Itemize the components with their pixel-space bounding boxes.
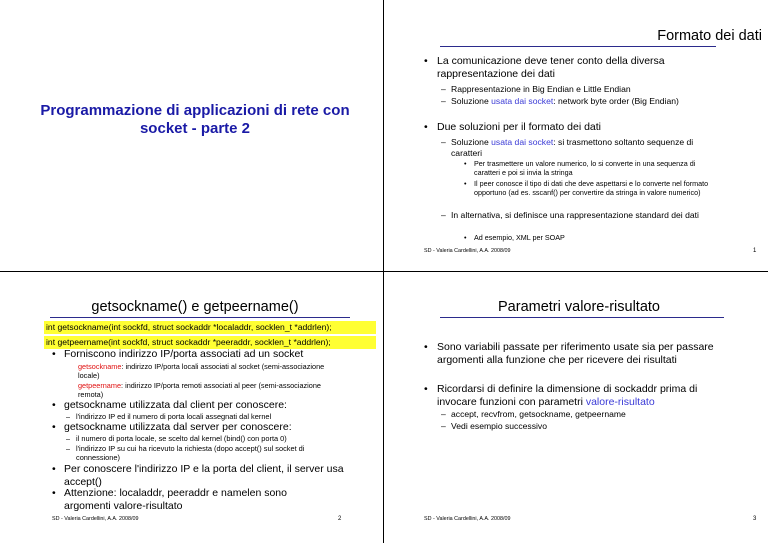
slide3-title: Parametri valore-risultato — [498, 299, 660, 315]
bullet-dot: • — [52, 421, 56, 433]
slide2-getsockname-desc: getsockname: indirizzo IP/porta locali associati al socket (semi-associazione locale) — [78, 362, 325, 380]
bullet-dot: • — [464, 233, 467, 242]
dash: – — [441, 96, 446, 106]
dash: – — [441, 409, 446, 419]
slide1-title: Formato dei dati — [657, 28, 762, 44]
slide1-subsub-1: Per trasmettere un valore numerico, lo si converte in una sequenza di caratteri e poi si invia la stringa — [474, 159, 696, 177]
slide2-sub-2: il numero di porta locale, se scelto dal kernel (bind() con porta 0) — [76, 434, 287, 443]
dash: – — [441, 137, 446, 147]
slide2-bullet-4: Per conoscere l'indirizzo IP e la porta del client, il server usa accept() — [64, 463, 344, 488]
dash: – — [66, 444, 70, 453]
prototype-getpeername: int getpeername(int sockfd, struct sockaddr *peeraddr, socklen_t *addrlen); — [44, 336, 376, 349]
slide1-sub-1: Rappresentazione in Big Endian e Little Endian — [451, 84, 631, 94]
slide0-title: Programmazione di applicazioni di rete con socket - parte 2 — [40, 102, 350, 137]
slide1-sub-3: Soluzione usata dai socket: si trasmettono soltanto sequenze di caratteri — [451, 137, 694, 158]
dash: – — [66, 434, 70, 443]
bullet-dot: • — [52, 348, 56, 360]
slide1-sub-2: Soluzione usata dai socket: network byte order (Big Endian) — [451, 96, 679, 106]
bullet-dot: • — [52, 399, 56, 411]
slide2-title-rule — [50, 317, 350, 318]
slide2-bullet-2: getsockname utilizzata dal client per conoscere: — [64, 399, 287, 411]
slide2-bullet-5: Attenzione: localaddr, peeraddr e namelen sono argomenti valore-risultato — [64, 487, 287, 512]
slide3-sub-2: Vedi esempio successivo — [451, 421, 548, 431]
dash: – — [66, 412, 70, 421]
slide3-sub-1: accept, recvfrom, getsockname, getpeername — [451, 409, 626, 419]
slide1-subsub-2: Il peer conosce il tipo di dati che deve aspettarsi e lo converte nel formato opportuno (ad es. sscanf() per convertire da stringa in valore numerico) — [474, 179, 709, 197]
slide2-sub-3: l'indirizzo IP su cui ha ricevuto la richiesta (dopo accept() sul socket di connessione) — [76, 444, 305, 462]
bullet-dot: • — [52, 487, 56, 499]
prototype-getsockname: int getsockname(int sockfd, struct sockaddr *localaddr, socklen_t *addrlen); — [44, 321, 376, 334]
bullet-dot: • — [52, 463, 56, 475]
slide1-bullet-1: La comunicazione deve tener conto della diversa rappresentazione dei dati — [437, 55, 665, 80]
slide2-page-number: 2 — [338, 516, 342, 522]
slide2-bullet-3: getsockname utilizzata dal server per conoscere: — [64, 421, 292, 433]
slide1-subsub-3: Ad esempio, XML per SOAP — [474, 233, 565, 242]
slide1-page-number: 1 — [753, 248, 757, 254]
bullet-dot: • — [464, 179, 467, 188]
bullet-dot: • — [424, 341, 428, 353]
slide2-footer: SD - Valeria Cardellini, A.A. 2008/09 — [52, 516, 139, 522]
horizontal-divider — [0, 271, 768, 272]
slide1-title-rule — [440, 46, 716, 47]
slide2-getpeername-desc: getpeername: indirizzo IP/porta remoti associati al peer (semi-associazione remota) — [78, 381, 321, 399]
slide2-bullet-1: Forniscono indirizzo IP/porta associati ad un socket — [64, 348, 304, 360]
slide1-footer: SD - Valeria Cardellini, A.A. 2008/09 — [424, 248, 511, 254]
dash: – — [441, 210, 446, 220]
dash: – — [441, 84, 446, 94]
slide3-page-number: 3 — [753, 516, 757, 522]
slide2-sub-1: l'indirizzo IP ed il numero di porta locali assegnati dal kernel — [76, 412, 272, 421]
slide1-bullet-2: Due soluzioni per il formato dei dati — [437, 121, 602, 133]
bullet-dot: • — [424, 383, 428, 395]
slide3-bullet-2: Ricordarsi di definire la dimensione di sockaddr prima di invocare funzioni con parametri valore-risultato — [437, 383, 698, 408]
slide3-footer: SD - Valeria Cardellini, A.A. 2008/09 — [424, 516, 511, 522]
slide3-bullet-1: Sono variabili passate per riferimento usate sia per passare argomenti alla funzione che per ricevere dei risultati — [437, 341, 714, 366]
bullet-dot: • — [464, 159, 467, 168]
bullet-dot: • — [424, 55, 428, 67]
slide2-title: getsockname() e getpeername() — [91, 299, 299, 315]
bullet-dot: • — [424, 121, 428, 133]
slide3-title-rule — [440, 317, 724, 318]
dash: – — [441, 421, 446, 431]
slide1-sub-4: In alternativa, si definisce una rappresentazione standard dei dati — [451, 210, 699, 220]
